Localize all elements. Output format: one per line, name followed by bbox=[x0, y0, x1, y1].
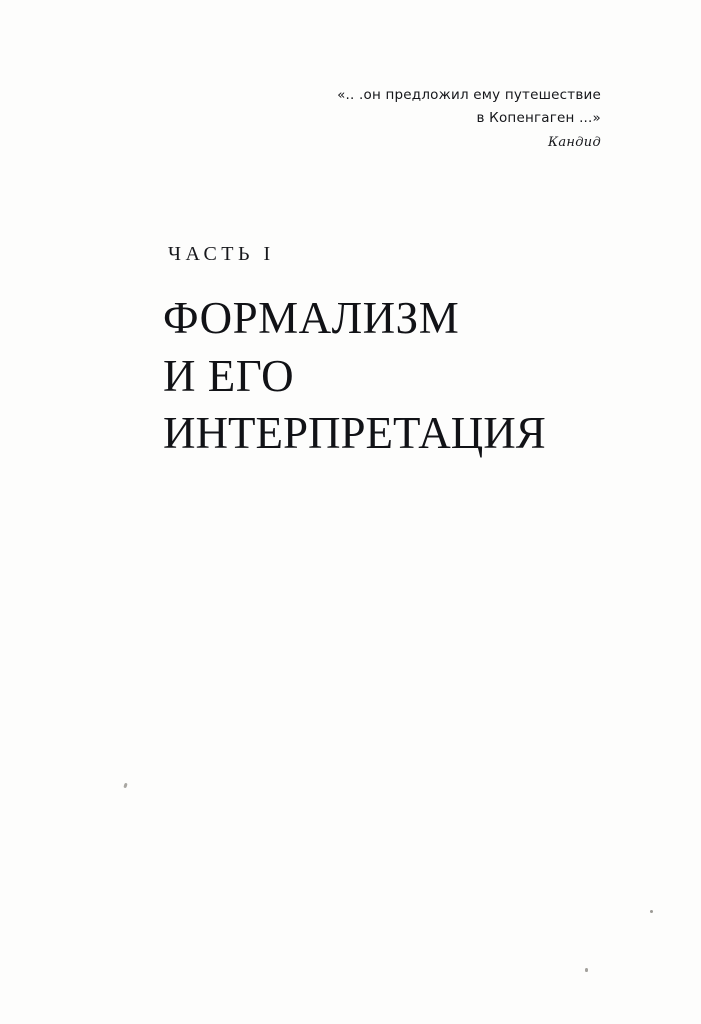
epigraph-line-2: в Копенгаген ...» bbox=[476, 110, 601, 127]
epigraph-line-1: «.. .он предложил ему путешествие bbox=[337, 87, 601, 103]
title-line-1: ФОРМАЛИЗМ bbox=[163, 293, 460, 343]
page-title bbox=[163, 295, 643, 468]
title-line-3: ИНТЕРПРЕТАЦИЯ bbox=[163, 408, 546, 459]
page-speckle bbox=[123, 783, 127, 789]
page-speckle bbox=[585, 968, 588, 972]
title-line-2: И ЕГО bbox=[163, 350, 295, 401]
part-label: ЧАСТЬ I bbox=[168, 243, 275, 265]
page-speckle bbox=[650, 910, 653, 913]
epigraph-source: Кандид bbox=[547, 135, 601, 151]
epigraph-block bbox=[301, 84, 601, 155]
